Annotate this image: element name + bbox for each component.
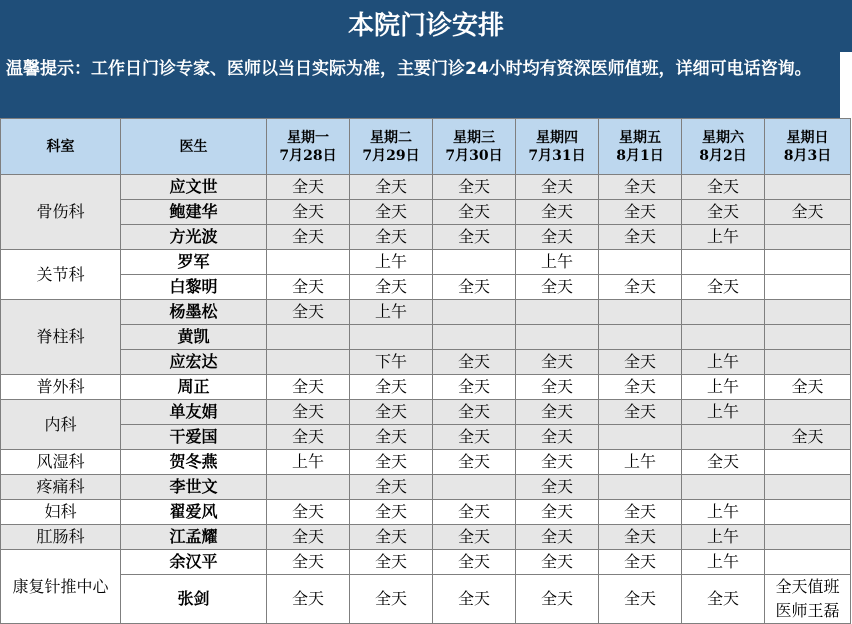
schedule-cell: 全天 — [350, 375, 433, 400]
notice-text: 温馨提示：工作日门诊专家、医师以当日实际为准，主要门诊24小时均有资深医师值班，详细可电话咨询。 — [0, 52, 840, 118]
schedule-cell — [765, 450, 851, 475]
schedule-cell — [267, 325, 350, 350]
schedule-cell: 全天 — [682, 575, 765, 624]
schedule-cell — [599, 300, 682, 325]
table-row — [1, 225, 851, 250]
schedule-cell: 上午 — [682, 225, 765, 250]
schedule-cell: 上午 — [682, 350, 765, 375]
table-row — [1, 475, 851, 500]
schedule-cell — [765, 550, 851, 575]
dept-cell: 康复针推中心 — [1, 550, 121, 624]
schedule-cell — [433, 300, 516, 325]
header-day: 星期五 8月1日 — [599, 119, 682, 175]
schedule-cell: 上午 — [267, 450, 350, 475]
schedule-cell: 上午 — [682, 525, 765, 550]
header-day: 星期四 7月31日 — [516, 119, 599, 175]
header-day: 星期二 7月29日 — [350, 119, 433, 175]
schedule-cell: 全天 — [267, 575, 350, 624]
schedule-cell: 全天 — [267, 225, 350, 250]
schedule-cell: 全天 — [682, 450, 765, 475]
header-row — [1, 119, 851, 175]
schedule-cell: 全天 — [433, 350, 516, 375]
schedule-cell: 全天 — [599, 200, 682, 225]
header-day: 星期一 7月28日 — [267, 119, 350, 175]
schedule-cell: 全天 — [267, 400, 350, 425]
schedule-table — [0, 118, 851, 624]
schedule-cell: 全天 — [516, 275, 599, 300]
table-row — [1, 550, 851, 575]
schedule-cell: 全天 — [350, 550, 433, 575]
schedule-cell — [267, 350, 350, 375]
schedule-cell: 全天 — [350, 525, 433, 550]
page-title: 本院门诊安排 — [0, 0, 852, 52]
schedule-cell: 全天 — [267, 300, 350, 325]
schedule-cell — [599, 475, 682, 500]
schedule-cell: 全天 — [516, 575, 599, 624]
schedule-cell: 上午 — [682, 375, 765, 400]
schedule-cell: 全天 — [350, 500, 433, 525]
schedule-cell: 全天 — [350, 175, 433, 200]
schedule-cell: 全天 — [350, 225, 433, 250]
schedule-cell: 全天 — [516, 225, 599, 250]
schedule-cell: 全天 — [433, 200, 516, 225]
dept-cell: 骨伤科 — [1, 175, 121, 250]
schedule-cell: 全天 — [516, 500, 599, 525]
table-row — [1, 350, 851, 375]
table-row — [1, 500, 851, 525]
doctor-cell: 应宏达 — [121, 350, 267, 375]
schedule-cell: 上午 — [516, 250, 599, 275]
schedule-cell: 全天 — [267, 175, 350, 200]
schedule-cell: 全天 — [599, 525, 682, 550]
table-row — [1, 525, 851, 550]
doctor-cell: 鲍建华 — [121, 200, 267, 225]
schedule-cell: 全天 — [599, 175, 682, 200]
schedule-cell: 全天 — [267, 500, 350, 525]
dept-cell: 肛肠科 — [1, 525, 121, 550]
schedule-cell: 全天 — [765, 425, 851, 450]
schedule-cell — [765, 400, 851, 425]
header-day: 星期六 8月2日 — [682, 119, 765, 175]
schedule-cell — [682, 425, 765, 450]
schedule-cell: 全天 — [267, 200, 350, 225]
schedule-cell — [433, 250, 516, 275]
schedule-cell: 全天 — [516, 525, 599, 550]
schedule-cell: 全天 — [682, 175, 765, 200]
schedule-cell — [765, 500, 851, 525]
schedule-cell: 全天 — [516, 475, 599, 500]
schedule-cell: 全天 — [682, 275, 765, 300]
schedule-cell — [765, 350, 851, 375]
schedule-cell — [765, 275, 851, 300]
schedule-cell: 全天 — [433, 575, 516, 624]
schedule-cell: 全天 — [599, 350, 682, 375]
dept-cell: 关节科 — [1, 250, 121, 300]
schedule-cell — [682, 475, 765, 500]
schedule-cell: 全天 — [350, 575, 433, 624]
header-doctor: 医生 — [121, 119, 267, 175]
table-row — [1, 275, 851, 300]
schedule-cell: 全天 — [350, 450, 433, 475]
schedule-cell: 全天 — [433, 525, 516, 550]
dept-cell: 疼痛科 — [1, 475, 121, 500]
doctor-cell: 黄凯 — [121, 325, 267, 350]
schedule-cell: 全天 — [599, 550, 682, 575]
dept-cell: 脊柱科 — [1, 300, 121, 375]
schedule-cell — [765, 175, 851, 200]
schedule-cell — [765, 225, 851, 250]
schedule-cell: 全天 — [516, 350, 599, 375]
doctor-cell: 江孟耀 — [121, 525, 267, 550]
schedule-cell: 上午 — [350, 250, 433, 275]
schedule-cell: 全天 — [516, 375, 599, 400]
schedule-cell: 全天 — [516, 425, 599, 450]
schedule-cell — [682, 325, 765, 350]
schedule-cell — [516, 300, 599, 325]
schedule-cell — [765, 525, 851, 550]
schedule-cell: 全天 — [350, 400, 433, 425]
schedule-cell — [765, 250, 851, 275]
schedule-cell: 全天 — [599, 400, 682, 425]
schedule-cell: 全天 — [599, 575, 682, 624]
schedule-cell — [682, 250, 765, 275]
table-row — [1, 200, 851, 225]
schedule-cell: 全天 — [599, 225, 682, 250]
dept-cell: 风湿科 — [1, 450, 121, 475]
doctor-cell: 应文世 — [121, 175, 267, 200]
schedule-cell: 全天 — [516, 450, 599, 475]
doctor-cell: 余汉平 — [121, 550, 267, 575]
table-row — [1, 250, 851, 275]
schedule-cell: 上午 — [682, 550, 765, 575]
schedule-cell: 全天 — [267, 275, 350, 300]
doctor-cell: 张剑 — [121, 575, 267, 624]
header-day: 星期日 8月3日 — [765, 119, 851, 175]
schedule-cell: 上午 — [599, 450, 682, 475]
table-row — [1, 425, 851, 450]
doctor-cell: 李世文 — [121, 475, 267, 500]
schedule-cell: 全天 — [350, 275, 433, 300]
schedule-cell: 全天 — [516, 175, 599, 200]
schedule-cell: 全天 — [682, 200, 765, 225]
schedule-cell: 全天值班 医师王磊 — [765, 575, 851, 624]
schedule-cell — [267, 250, 350, 275]
dept-cell: 妇科 — [1, 500, 121, 525]
schedule-cell: 全天 — [599, 500, 682, 525]
schedule-cell: 下午 — [350, 350, 433, 375]
doctor-cell: 单友娟 — [121, 400, 267, 425]
schedule-cell — [682, 300, 765, 325]
table-row — [1, 325, 851, 350]
schedule-cell: 全天 — [765, 375, 851, 400]
schedule-cell: 全天 — [599, 375, 682, 400]
schedule-cell — [267, 475, 350, 500]
schedule-cell: 上午 — [682, 500, 765, 525]
schedule-cell: 全天 — [433, 225, 516, 250]
schedule-cell: 全天 — [765, 200, 851, 225]
schedule-cell — [599, 425, 682, 450]
schedule-cell: 全天 — [350, 475, 433, 500]
dept-cell: 普外科 — [1, 375, 121, 400]
schedule-cell: 全天 — [433, 375, 516, 400]
doctor-cell: 方光波 — [121, 225, 267, 250]
schedule-cell — [765, 300, 851, 325]
schedule-cell — [599, 250, 682, 275]
schedule-cell: 全天 — [267, 525, 350, 550]
schedule-cell: 全天 — [433, 400, 516, 425]
schedule-cell: 全天 — [516, 400, 599, 425]
schedule-cell: 全天 — [433, 275, 516, 300]
schedule-cell — [350, 325, 433, 350]
doctor-cell: 白黎明 — [121, 275, 267, 300]
schedule-cell — [765, 325, 851, 350]
schedule-cell: 全天 — [599, 275, 682, 300]
schedule-cell: 全天 — [433, 450, 516, 475]
schedule-cell — [516, 325, 599, 350]
schedule-cell — [433, 475, 516, 500]
schedule-cell: 全天 — [433, 550, 516, 575]
schedule-cell: 全天 — [267, 550, 350, 575]
schedule-cell: 全天 — [350, 425, 433, 450]
table-row — [1, 300, 851, 325]
doctor-cell: 周正 — [121, 375, 267, 400]
schedule-cell: 全天 — [516, 200, 599, 225]
schedule-cell: 全天 — [433, 175, 516, 200]
table-row — [1, 450, 851, 475]
table-row — [1, 175, 851, 200]
schedule-cell — [765, 475, 851, 500]
doctor-cell: 罗军 — [121, 250, 267, 275]
schedule-cell: 上午 — [682, 400, 765, 425]
schedule-cell: 上午 — [350, 300, 433, 325]
table-row — [1, 400, 851, 425]
schedule-cell — [433, 325, 516, 350]
doctor-cell: 干爱国 — [121, 425, 267, 450]
schedule-body — [1, 175, 851, 624]
schedule-cell: 全天 — [267, 375, 350, 400]
schedule-cell: 全天 — [433, 425, 516, 450]
schedule-cell: 全天 — [267, 425, 350, 450]
header-dept: 科室 — [1, 119, 121, 175]
dept-cell: 内科 — [1, 400, 121, 450]
header-day: 星期三 7月30日 — [433, 119, 516, 175]
schedule-cell: 全天 — [350, 200, 433, 225]
schedule-cell: 全天 — [433, 500, 516, 525]
schedule-cell: 全天 — [516, 550, 599, 575]
doctor-cell: 翟爱风 — [121, 500, 267, 525]
schedule-cell — [599, 325, 682, 350]
table-row — [1, 375, 851, 400]
table-row — [1, 575, 851, 624]
doctor-cell: 杨墨松 — [121, 300, 267, 325]
doctor-cell: 贺冬燕 — [121, 450, 267, 475]
